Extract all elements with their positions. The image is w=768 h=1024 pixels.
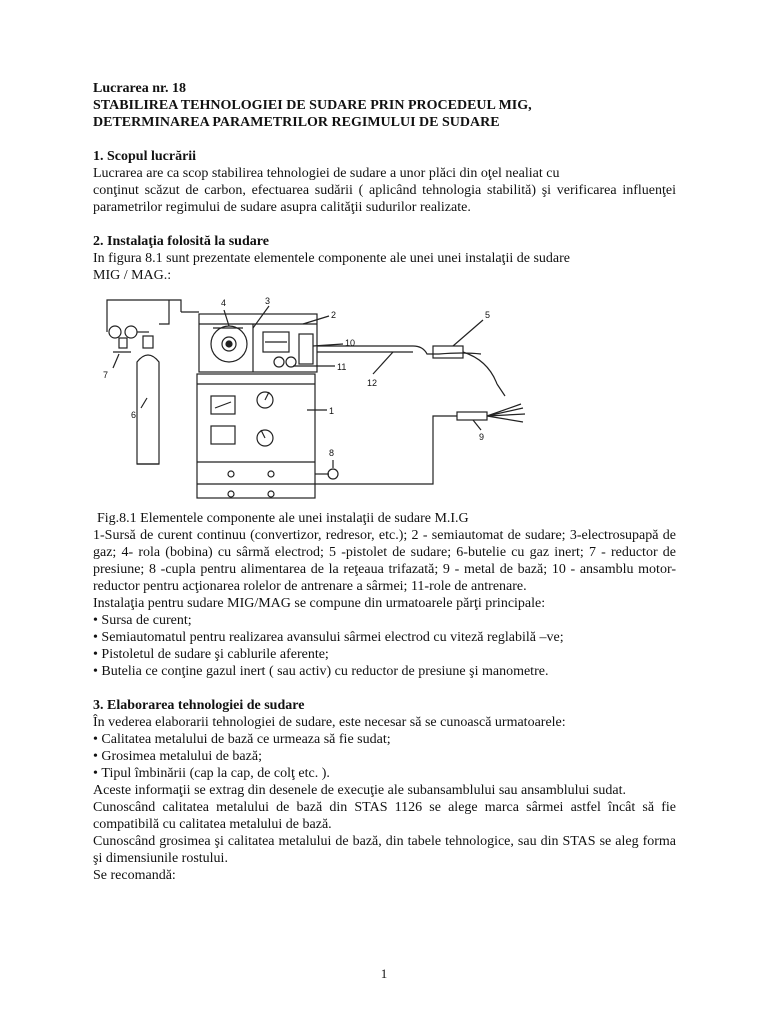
label-12: 12 [367, 378, 378, 388]
label-11: 11 [337, 362, 347, 372]
section-1-paragraph: conţinut scăzut de carbon, efectuarea sudării ( aplicând tehnologia stabilită) şi verificarea influenţei parametrilor regimului de sudare asupra calităţii sudurilor realizate. [93, 183, 676, 215]
gas-cylinder [137, 336, 159, 464]
component-item: • Pistoletul de sudare şi cablurile aferente; [93, 646, 676, 663]
section-2-line-1: In figura 8.1 sunt prezentate elementele componente ale unei unei instalaţii de sudare [93, 251, 570, 266]
work-cable [315, 416, 457, 484]
document-page [93, 80, 676, 884]
requirement-item: • Calitatea metalului de bază ce urmeaza să fie sudat; [93, 731, 676, 748]
figure-caption: Fig.8.1 Elementele componente ale unei instalaţii de sudare M.I.G [97, 511, 469, 526]
page-number: 1 [380, 966, 388, 981]
label-10: 10 [345, 338, 356, 348]
lab-number: Lucrarea nr. 18 [93, 81, 186, 96]
label-2: 2 [331, 310, 337, 320]
section-2-line-2: MIG / MAG.: [93, 268, 172, 283]
wire-feeder [199, 314, 317, 372]
section-3-paragraph-3: Cunoscând grosimea şi calitatea metalului de bază, din tabele tehnologice, sau din STAS se aleg forma şi dimensiunile rostului. [93, 834, 676, 866]
component-item: • Butelia ce conţine gazul inert ( sau activ) cu reductor de presiune şi manometre. [93, 663, 676, 680]
components-intro: Instalaţia pentru sudare MIG/MAG se compune din urmatoarele părţi principale: [93, 596, 546, 611]
figure-legend: 1-Sursă de curent continuu (convertizor, redresor, etc.); 2 - semiautomat de sudare; 3-electrosupapă de gaz; 4- rola (bobina) cu sârmă electrod; 5 -pistolet de sudare; 6-butelie cu gaz inert; 7 - reductor de presiune; 8 -cupla pentru alimentarea de la reţeaua trifazată; 9 - metal de bază; 10 - ansamblu motor-reductor pentru acţionarea rolelor de antrenare a sârmei; 11-role de antrenare. [93, 528, 676, 594]
welding-installation-figure [93, 288, 676, 510]
label-9: 9 [479, 432, 485, 442]
label-6: 6 [131, 410, 137, 420]
title-line-2: DETERMINAREA PARAMETRILOR REGIMULUI DE SUDARE [93, 115, 500, 130]
figure-drawing [93, 288, 676, 510]
base-metal [457, 404, 525, 422]
label-8: 8 [329, 448, 335, 458]
power-source [197, 374, 315, 498]
label-3: 3 [265, 296, 271, 306]
label-7: 7 [103, 370, 109, 380]
requirement-item: • Tipul îmbinării (cap la cap, de colţ etc. ). [93, 765, 676, 782]
section-3-paragraph-2: Cunoscând calitatea metalului de bază din STAS 1126 se alege marca sârmei astfel încât să fie compatibilă cu calitatea metalului de bază. [93, 800, 676, 832]
hose-package [317, 346, 481, 354]
component-item: • Semiautomatul pentru realizarea avansului sârmei electrod cu viteză reglabilă –ve; [93, 629, 676, 646]
section-3-heading: 3. Elaborarea tehnologiei de sudare [93, 698, 305, 713]
section-1-heading: 1. Scopul lucrării [93, 149, 197, 164]
label-5: 5 [485, 310, 491, 320]
label-4: 4 [221, 298, 227, 308]
gas-hose-2 [159, 300, 169, 324]
requirement-item: • Grosimea metalului de bază; [93, 748, 676, 765]
component-item: • Sursa de curent; [93, 612, 676, 629]
section-3-intro: În vederea elaborarii tehnologiei de sudare, este necesar să se cunoască urmatoarele: [93, 715, 566, 730]
section-3-paragraph-1: Aceste informaţii se extrag din desenele de execuţie ale subansamblului sau ansamblului sudat. [93, 783, 626, 798]
section-1-line-1: Lucrarea are ca scop stabilirea tehnologiei de sudare a unor plăci din oţel nealiat cu [93, 166, 560, 181]
section-2-heading: 2. Instalaţia folosită la sudare [93, 234, 269, 249]
section-3-paragraph-4: Se recomandă: [93, 868, 176, 883]
label-1: 1 [329, 406, 335, 416]
title-line-1: STABILIREA TEHNOLOGIEI DE SUDARE PRIN PROCEDEUL MIG, [93, 98, 532, 113]
